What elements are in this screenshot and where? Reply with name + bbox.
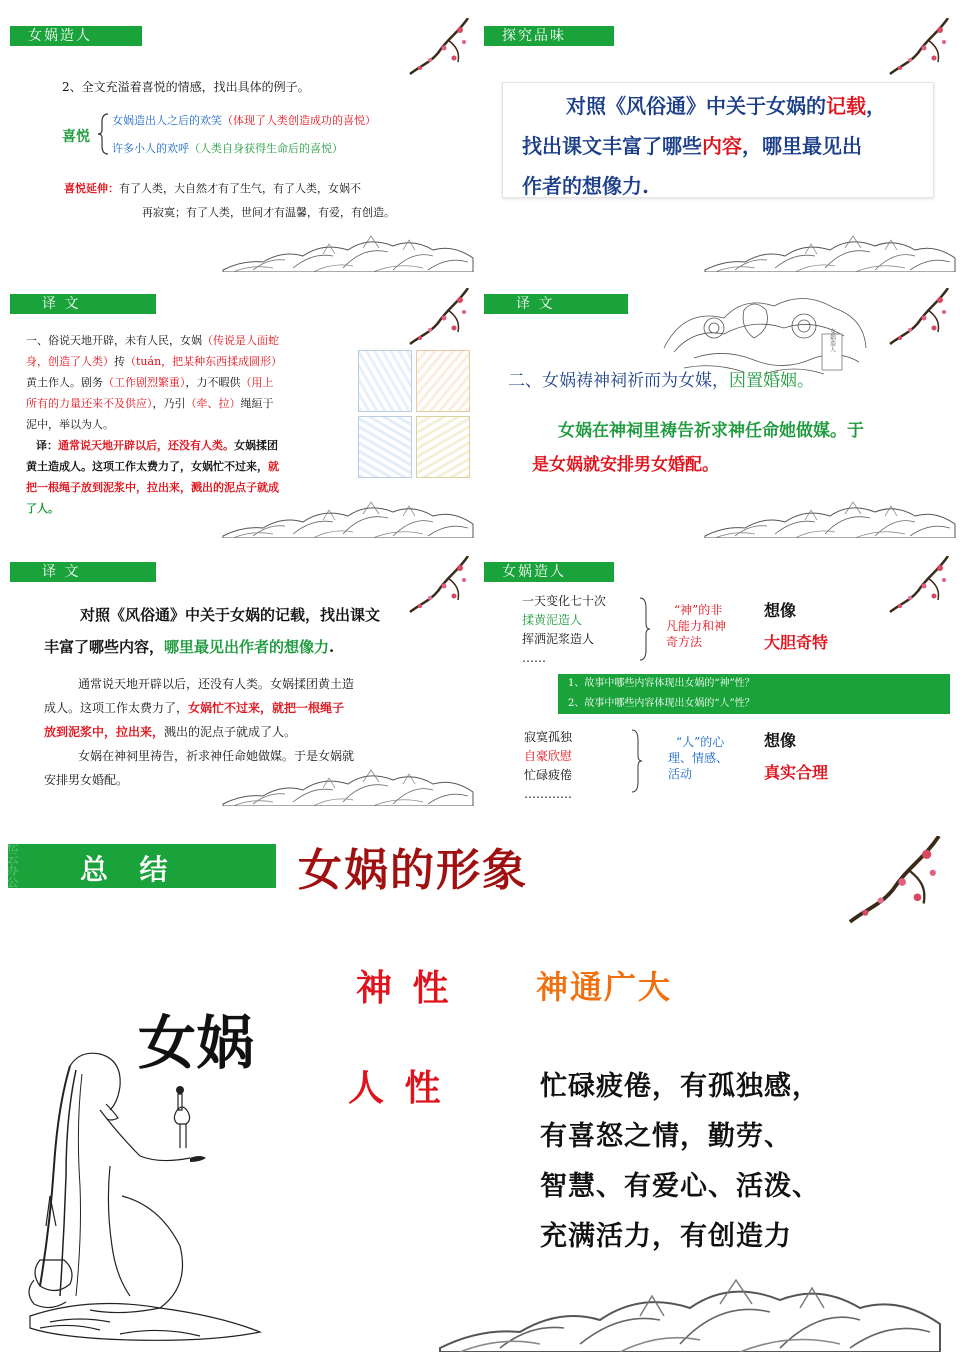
section-tag: 探究品味 bbox=[484, 26, 614, 46]
plum-branch-icon bbox=[888, 288, 952, 348]
question-line-1: 对照《风俗通》中关于女娲的记载，找出课文 bbox=[80, 606, 381, 624]
question-line-2: 丰富了哪些内容，哪里最见出作者的想像力. bbox=[44, 638, 335, 656]
brace-icon bbox=[630, 728, 644, 794]
extension-line-1: 喜悦延伸：有了人类，大自然才有了生气，有了人类，女娲不 bbox=[64, 182, 361, 195]
panel-sketch-3 bbox=[358, 416, 412, 478]
slide-explore bbox=[482, 16, 960, 274]
divinity-value: 神通广大 bbox=[536, 968, 673, 1006]
illustration-panels bbox=[358, 350, 468, 478]
imagination-label-1: 想像 bbox=[764, 601, 797, 620]
nuwa-heading: 女娲 bbox=[138, 1009, 255, 1077]
translation-line-1: 女娲在神祠里祷告祈求神任命她做媒。于 bbox=[558, 421, 864, 441]
panel-sketch-4 bbox=[416, 416, 470, 478]
panel-sketch-1 bbox=[358, 350, 412, 412]
original-text: 一、俗说天地开辟，未有人民，女娲（传说是人面蛇 身，创造了人类）抟（tuán，把某种东西揉成圆形） 黄土作人。剧务（工作剧烈繁重），力不暇供（用上 所有的力量还来不及供应），乃引（牵、拉）绳絙于 泥中，举以为人。 译：通常说天地开辟以后，还没有人类。女娲揉团 黄土造成人。这项工作太费力了，女娲忙不过来，就 把一根绳子放到泥浆中，拉出来，溅出的泥点子就成 了人。 bbox=[26, 334, 283, 515]
slide-nuwa-joy bbox=[0, 16, 478, 274]
translation-text: 通常说天地开辟以后，还没有人类。女娲揉团黄土造 成人。这项工作太费力了，女娲忙不过来，就把一根绳子 放到泥浆中，拉出来，溅出的泥点子就成了人。 女娲在神祠里祷告，祈求神任命她做媒。于是女娲就 安排男女婚配。 bbox=[44, 677, 355, 787]
mountain-decoration bbox=[420, 1272, 960, 1352]
nuwa-figure-illustration bbox=[10, 1046, 290, 1346]
mountain-decoration bbox=[700, 232, 960, 272]
panel-sketch-2 bbox=[416, 350, 470, 412]
brace-icon bbox=[638, 596, 652, 662]
divine-examples: 一天变化七十次 揉黄泥造人 挥洒泥浆造人 …… bbox=[522, 594, 607, 665]
plum-branch-icon bbox=[846, 836, 946, 928]
section-tag: 女娲造人 bbox=[10, 26, 142, 46]
joy-line-2: 许多小人的欢呼（人类自身获得生命后的喜悦） bbox=[112, 142, 343, 155]
joy-line-1: 女娲造出人之后的欢笑（体现了人类创造成功的喜悦） bbox=[112, 114, 376, 127]
divine-ability-label: “神”的非 凡能力和神 奇方法 bbox=[666, 603, 727, 649]
extension-line-2: 再寂寞；有了人类，世间才有温馨，有爱，有创造。 bbox=[142, 206, 395, 219]
imagination-label-2: 想像 bbox=[764, 731, 797, 750]
bold-imagination: 大胆奇特 bbox=[764, 633, 829, 652]
human-emotion-label: “人”的心 理、情感、 活动 bbox=[668, 735, 729, 781]
humanity-label: 人 性 bbox=[348, 1067, 445, 1109]
slide-translation-2 bbox=[482, 284, 960, 540]
section-tag: 女娲造人 bbox=[484, 562, 614, 582]
divinity-label: 神 性 bbox=[356, 967, 453, 1009]
plum-branch-icon bbox=[888, 18, 952, 78]
plum-branch-icon bbox=[408, 556, 472, 616]
humanity-traits: 忙碌疲倦，有孤独感， 有喜怒之情，勤劳、 智慧、有爱心、活泼、 充满活力，有创造力 bbox=[540, 1071, 820, 1252]
slide-summary bbox=[0, 820, 960, 1352]
plum-branch-icon bbox=[888, 556, 952, 616]
section-tag: 译 文 bbox=[484, 294, 628, 314]
plum-branch-icon bbox=[408, 288, 472, 348]
translation-line-2: 是女娲就安排男女婚配。 bbox=[532, 455, 719, 475]
plum-branch-icon bbox=[408, 18, 472, 78]
question-bar bbox=[558, 674, 950, 714]
question-line-1: 对照《风俗通》中关于女娲的记载， bbox=[566, 94, 886, 118]
question-text: 2、全文充溢着喜悦的情感，找出具体的例子。 bbox=[62, 80, 310, 94]
realistic-imagination: 真实合理 bbox=[764, 763, 829, 782]
section-tag-label: 总 结 bbox=[80, 853, 172, 886]
mountain-decoration bbox=[218, 498, 478, 538]
mountain-decoration bbox=[700, 498, 960, 538]
question-line-3: 作者的想像力. bbox=[522, 174, 649, 198]
question-2: 2、故事中哪些内容体现出女娲的“人”性？ bbox=[568, 698, 755, 709]
human-examples: 寂寞孤独 自豪欣慰 忙碌疲倦 ………… bbox=[524, 730, 573, 801]
brace-icon bbox=[96, 112, 110, 156]
original-sentence: 二、女娲祷神祠祈而为女媒，因置婚姻。 bbox=[508, 371, 814, 391]
section-tag: 译 文 bbox=[10, 294, 156, 314]
section-tag: 译 文 bbox=[10, 562, 156, 582]
slide-translation-1 bbox=[0, 284, 478, 540]
seal-text: 女娲造人 bbox=[828, 328, 836, 352]
page-title: 女娲的形象 bbox=[298, 845, 528, 896]
slide-god-human bbox=[482, 552, 960, 808]
xiyue-label: 喜悦 bbox=[62, 129, 90, 145]
slide-translation-3 bbox=[0, 552, 478, 808]
watermark: 松云办公 bbox=[5, 840, 19, 888]
question-line-2: 找出课文丰富了哪些内容，哪里最见出 bbox=[522, 134, 862, 158]
question-1: 1、故事中哪些内容体现出女娲的“神”性？ bbox=[568, 678, 755, 689]
mountain-decoration bbox=[218, 232, 478, 272]
mountain-decoration bbox=[218, 766, 478, 806]
